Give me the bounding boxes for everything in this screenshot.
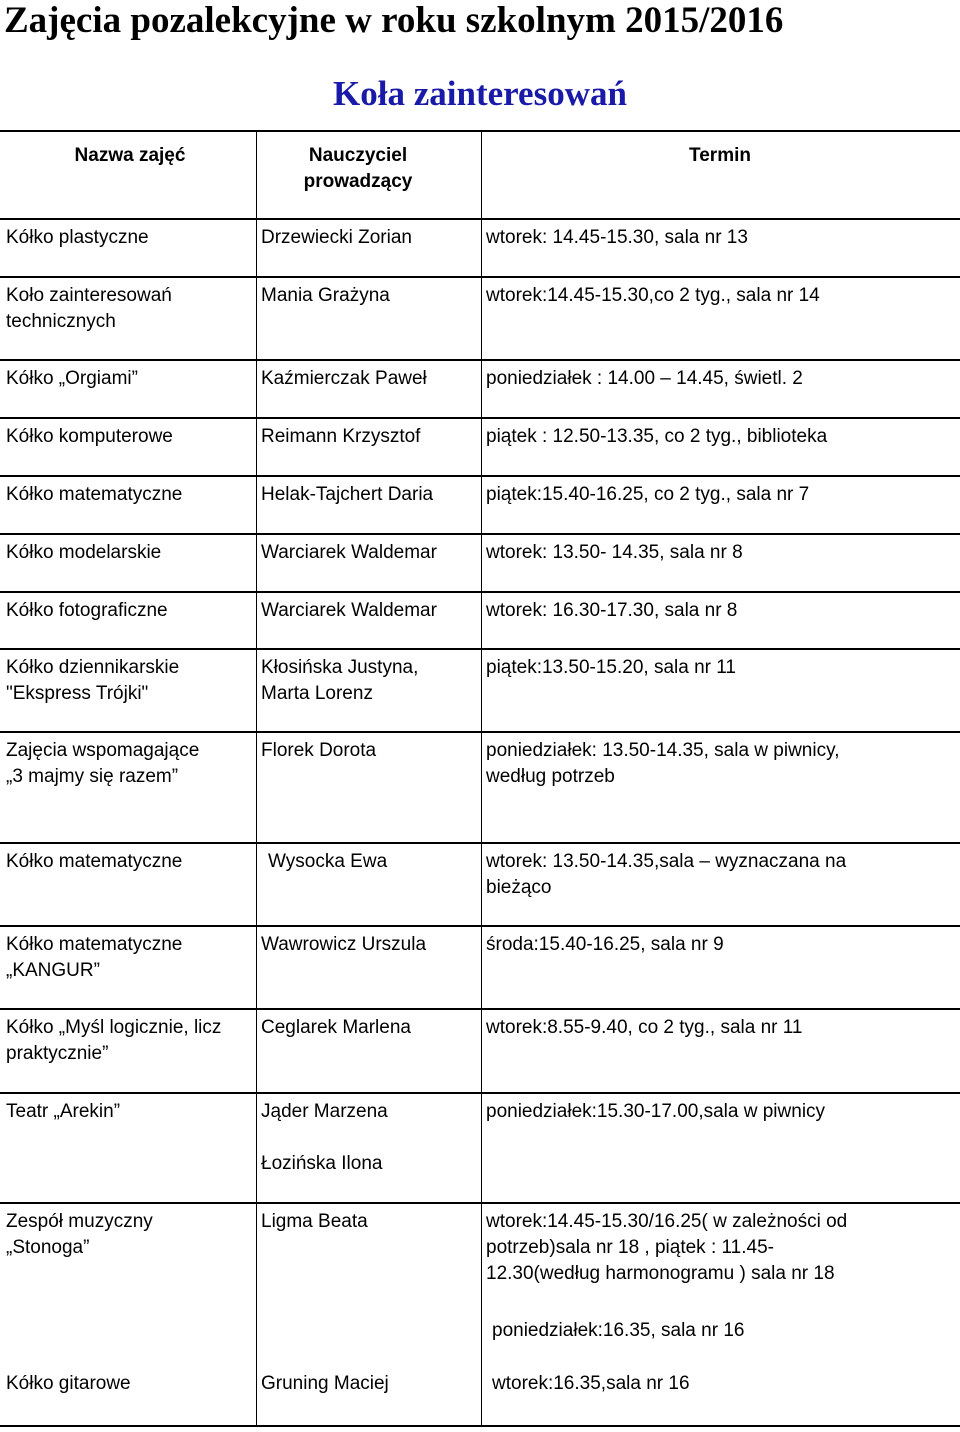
table-bottom-border (0, 1425, 960, 1427)
cell-term: piątek : 12.50-13.35, co 2 tyg., biblioteka (486, 426, 828, 447)
cell-teacher: Helak-Tajchert Daria (261, 484, 434, 505)
column-divider (481, 1202, 482, 1425)
cell-term: wtorek: 13.50-14.35,sala – wyznaczana na bieżąco (486, 851, 847, 898)
table-row-border (0, 359, 960, 361)
cell-term: piątek:15.40-16.25, co 2 tyg., sala nr 7 (486, 484, 810, 505)
column-divider (256, 533, 257, 591)
cell-term: wtorek: 13.50- 14.35, sala nr 8 (486, 542, 743, 563)
cell-name: Kółko gitarowe (6, 1373, 131, 1394)
column-divider (256, 130, 257, 218)
column-divider (481, 533, 482, 591)
column-divider (256, 1008, 257, 1092)
table-row-border (0, 731, 960, 733)
table-row-border (0, 218, 960, 220)
column-divider (481, 925, 482, 1008)
table-row-border (0, 533, 960, 535)
page-subtitle: Koła zainteresowań (333, 74, 627, 113)
column-divider (256, 475, 257, 533)
cell-teacher: Mania Grażyna (261, 285, 390, 306)
column-divider (481, 1008, 482, 1092)
cell-term: wtorek:8.55-9.40, co 2 tyg., sala nr 11 (486, 1017, 803, 1038)
header-term: Termin (689, 145, 751, 166)
cell-name: Kółko plastyczne (6, 227, 149, 248)
cell-name: Kółko modelarskie (6, 542, 162, 563)
cell-teacher: Wawrowicz Urszula (261, 934, 427, 955)
header-name: Nazwa zajęć (74, 145, 186, 166)
table-row-border (0, 591, 960, 593)
table-row-border (0, 276, 960, 278)
column-divider (481, 359, 482, 417)
table-row-border (0, 1008, 960, 1010)
cell-name: Kółko „Orgiami” (6, 368, 138, 389)
column-divider (481, 218, 482, 276)
cell-name: Kółko matematyczne (6, 484, 183, 505)
table-row-border (0, 1202, 960, 1204)
cell-name: Kółko fotograficzne (6, 600, 168, 621)
column-divider (256, 731, 257, 842)
cell-teacher: Łozińska Ilona (261, 1153, 383, 1174)
column-divider (481, 417, 482, 475)
column-divider (256, 276, 257, 359)
column-divider (481, 648, 482, 731)
column-divider (256, 218, 257, 276)
cell-name: Teatr „Arekin” (6, 1101, 121, 1122)
cell-term: wtorek:16.35,sala nr 16 (492, 1373, 690, 1394)
cell-name: Koło zainteresowań technicznych (6, 285, 172, 332)
page-title: Zajęcia pozalekcyjne w roku szkolnym 2015/2016 (4, 0, 784, 41)
cell-name: Kółko matematyczne (6, 851, 183, 872)
column-divider (481, 1092, 482, 1202)
column-divider (256, 417, 257, 475)
table-row-border (0, 475, 960, 477)
cell-term: poniedziałek:15.30-17.00,sala w piwnicy (486, 1101, 826, 1122)
cell-teacher: Reimann Krzysztof (261, 426, 421, 447)
cell-term: środa:15.40-16.25, sala nr 9 (486, 934, 724, 955)
column-divider (481, 731, 482, 842)
table-row-border (0, 130, 960, 132)
cell-teacher: Ceglarek Marlena (261, 1017, 411, 1038)
cell-name: Kółko dziennikarskie "Ekspress Trójki" (6, 657, 180, 704)
cell-name: Zespół muzyczny „Stonoga” (6, 1211, 153, 1258)
cell-teacher: Wysocka Ewa (268, 851, 388, 872)
cell-term: poniedziałek:16.35, sala nr 16 (492, 1320, 745, 1341)
cell-term: wtorek:14.45-15.30/16.25( w zależności od potrzeb)sala nr 18 , piątek : 11.45- 12.30(według harmonogramu ) sala nr 18 (486, 1211, 848, 1284)
cell-teacher: Kłosińska Justyna, Marta Lorenz (261, 657, 419, 704)
cell-teacher: Florek Dorota (261, 740, 377, 761)
cell-name: Zajęcia wspomagające „3 majmy się razem” (6, 740, 200, 787)
cell-term: poniedziałek: 13.50-14.35, sala w piwnicy, według potrzeb (486, 740, 840, 787)
column-divider (481, 130, 482, 218)
table-row-border (0, 648, 960, 650)
column-divider (256, 925, 257, 1008)
column-divider (481, 842, 482, 925)
cell-teacher: Drzewiecki Zorian (261, 227, 412, 248)
cell-teacher: Gruning Maciej (261, 1373, 389, 1394)
cell-term: wtorek: 16.30-17.30, sala nr 8 (486, 600, 738, 621)
table-row-border (0, 417, 960, 419)
cell-term: wtorek:14.45-15.30,co 2 tyg., sala nr 14 (486, 285, 820, 306)
header-teacher: Nauczyciel prowadzący (303, 145, 413, 192)
table-row-border (0, 842, 960, 844)
column-divider (481, 591, 482, 648)
cell-teacher: Kaźmierczak Paweł (261, 368, 427, 389)
cell-teacher: Warciarek Waldemar (261, 542, 437, 563)
cell-teacher: Warciarek Waldemar (261, 600, 437, 621)
column-divider (481, 475, 482, 533)
table-row-border (0, 1092, 960, 1094)
column-divider (481, 276, 482, 359)
column-divider (256, 1092, 257, 1202)
cell-name: Kółko matematyczne „KANGUR” (6, 934, 183, 981)
cell-name: Kółko „Myśl logicznie, licz praktycznie” (6, 1017, 222, 1064)
cell-teacher: Jąder Marzena (261, 1101, 388, 1122)
cell-name: Kółko komputerowe (6, 426, 173, 447)
cell-term: piątek:13.50-15.20, sala nr 11 (486, 657, 736, 678)
table-row-border (0, 925, 960, 927)
column-divider (256, 359, 257, 417)
column-divider (256, 591, 257, 648)
column-divider (256, 1202, 257, 1425)
cell-teacher: Ligma Beata (261, 1211, 368, 1232)
column-divider (256, 648, 257, 731)
column-divider (256, 842, 257, 925)
cell-term: poniedziałek : 14.00 – 14.45, świetl. 2 (486, 368, 803, 389)
cell-term: wtorek: 14.45-15.30, sala nr 13 (486, 227, 748, 248)
